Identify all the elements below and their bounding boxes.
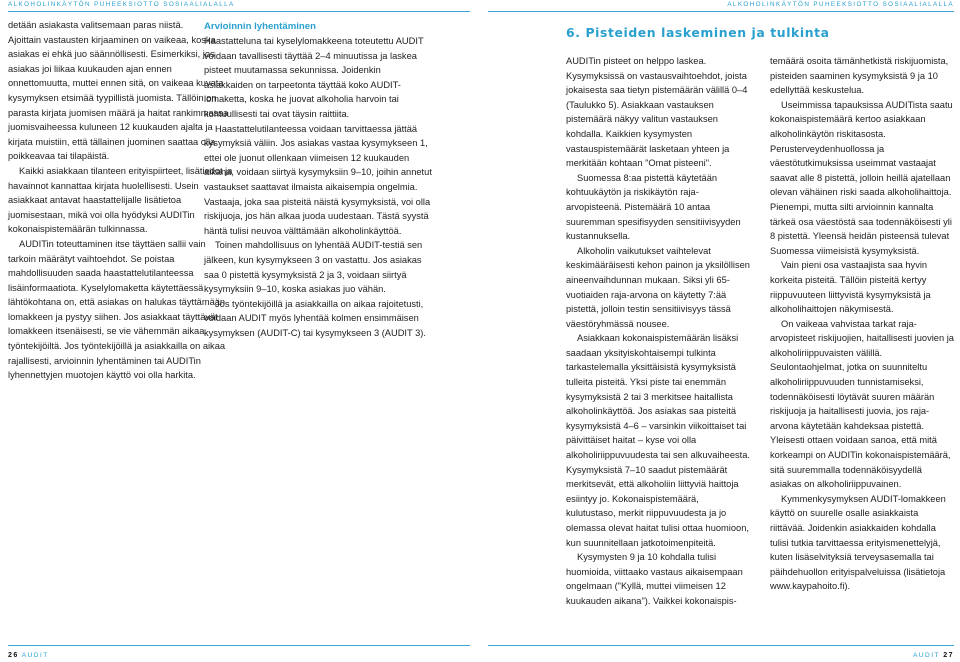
text-column-2	[204, 20, 432, 340]
paragraph: temäärä osoita tämänhetkistä riskijuomista, pisteiden saaminen kysymyksistä 9 ja 10 edellyttää keskustelua.	[770, 56, 949, 96]
paragraph: Kymmenkysymyksen AUDIT-lomakkeen käyttö on suurelle osalle asiakkaista riittävää. Joidenkin asiakkaiden kohdalla tulisi tutkia tarvittaessa erityismenettelyjä, kuten lisäselvityksiä terveysasemalla tai päihdehuollon erityispalveluissa (lisätietoja www.kaypahoito.fi).	[770, 493, 946, 592]
text-column-3	[566, 54, 750, 609]
paragraph: Haastattelutilanteessa voidaan tarvittaessa jättää kysymyksiä väliin. Jos asiakas vastaa kysymykseen 1, ettei ole juonut ollenkaan viimeisen 12 kuukauden aikana, voidaan siirtyä kysymyksiin 9–10, joihin annetut vastaukset saattavat ilmaista aikaisempia ongelmia. Vastaaja, joka saa pisteitä näistä kysymyksistä, voi olla riskijuoja, jos hän alkaa juoda uudestaan. Tästä syystä häntä tulisi neuvoa välttämään alkoholinkäyttöä.	[204, 123, 432, 236]
page-footer	[913, 652, 954, 659]
subheading: Arvioinnin lyhentäminen	[204, 21, 316, 32]
section-title: 6. Pisteiden laskeminen ja tulkinta	[566, 25, 830, 40]
paragraph: Suomessa 8:aa pistettä käytetään kohtuukäytön ja riskikäytön raja-arvopisteenä. Pistemäärä 10 antaa suuremman spesifisyyden sensitiivisyyden kustannuksella.	[566, 172, 741, 242]
text-column-1	[8, 18, 234, 383]
page-number: 26	[8, 652, 19, 659]
paragraph: Kysymysten 9 ja 10 kohdalla tulisi huomioida, viittaako vastaus aikaisempaan ongelmaan ("Kyllä, muttei viimeisen 12 kuukauden aikana"). Vaikkei kokonaispis-	[566, 552, 743, 606]
running-header: ALKOHOLINKÄYTÖN PUHEEKSIOTTO SOSIAALIALALLA	[727, 1, 954, 8]
footer-rule	[8, 645, 470, 646]
header-rule	[8, 11, 470, 12]
header-rule	[488, 11, 954, 12]
paragraph: On vaikeaa vahvistaa tarkat raja-arvopisteet riskijuojien, haitallisesti juovien ja alkoholiriippuvaisten välillä. Seulontaohjelmat, jotka on suunniteltu alkoholiriippuvuuden tunnistamiseksi, todennäköisesti löytävät suuren määrän riskijuoja ja haitallisesti juovia, jos raja-arvona käytetään kahdeksaa pistettä. Yleisesti ottaen voidaan sanoa, että mitä korkeampi on AUDITin kokonaispistemäärä, sitä suuremmalla todennäköisyydellä asiakas on alkoholiriippuvainen.	[770, 318, 954, 490]
paragraph: detään asiakasta valitsemaan paras niistä.	[8, 20, 184, 30]
paragraph: Kaikki asiakkaan tilanteen erityispiirteet, lisätiedot ja havainnot kannattaa kirjata huolellisesti. Usein asiakkaat antavat haastattelijalle lisätietoa juomisestaan, mikä voi olla hyödyksi AUDITin kokonaispistemäärän tulkinnassa.	[8, 165, 233, 235]
paragraph: Haastatteluna tai kyselylomakkeena toteutettu AUDIT voidaan tavallisesti täyttää 2–4 minuutissa ja laskea pisteet muutamassa sekunnissa. Joidenkin asiakkaiden on tarpeetonta täyttää koko AUDIT-lomaketta, koska he juovat alkoholia harvoin tai kohtuullisesti tai ovat täysin raittiita.	[204, 36, 424, 119]
page-footer	[8, 652, 49, 659]
footer-label: AUDIT	[21, 652, 49, 659]
right-page	[480, 0, 960, 662]
paragraph: Toinen mahdollisuus on lyhentää AUDIT-testiä sen jälkeen, kun kysymykseen 3 on vastattu. Jos asiakas saa 0 pistettä kysymyksistä 2 ja 3, voidaan siirtyä kysymyksiin 9–10, koska asiakas juo vähän.	[204, 240, 423, 295]
page-number: 27	[943, 652, 954, 659]
paragraph: Vain pieni osa vastaajista saa hyvin korkeita pisteitä. Tällöin pisteitä kertyy riippuvuuteen liittyvistä kysymyksistä ja alkoholihaittojen näkymisestä.	[770, 260, 931, 315]
paragraph: Ajoittain vastausten kirjaaminen on vaikeaa, koska asiakas ei ehkä juo säännöllisesti. Esimerkiksi, jos asiakas joi liikaa kuukauden ajan ennen onnettomuutta, muttei ennen sitä, on vaikeaa kuvata kysymyksen etsimää tyypillistä juomista. Tällöin on parasta kirjata juomisen määrä ja haitat rankimmassa juomisvaiheessa kuluneen 12 kuukauden ajalta ja kirjata muistiin, että tällainen juominen saattaa olla poikkeavaa tai tilapäistä.	[8, 34, 229, 162]
paragraph: Alkoholin vaikutukset vaihtelevat keskimääräisesti kehon painon ja yksilöllisen aineenvaihdunnan mukaan. Siksi yli 65-vuotiaiden raja-arvona on käytetty 7:ää pistettä, jolloin testin sensitiivisyys tässä väestöryhmässä nousee.	[566, 245, 750, 329]
paragraph: AUDITin pisteet on helppo laskea. Kysymyksissä on vastausvaihtoehdot, joista jokaisesta saa tietyn pistemäärän välillä 0–4 (Taulukko 5). Asiakkaan vastauksen pistemäärä näkyy valitun vastauksen kohdalla. Kaikkien kysymysten vastauspistemäärät lasketaan yhteen ja merkitään kohtaan "Omat pisteeni".	[566, 56, 748, 169]
footer-rule	[488, 645, 954, 646]
running-header: ALKOHOLINKÄYTÖN PUHEEKSIOTTO SOSIAALIALALLA	[8, 1, 235, 8]
paragraph: AUDITin toteuttaminen itse täyttäen sallii vain tarkoin määrätyt vaihtoehdot. Se poistaa mahdollisuuden saada haastattelutilanteessa lisäinformaatiota. Kyselylomaketta käytettäessä lähtökohtana on, että asiakas on halukas täyttämään lomakkeen ja pystyy siihen. Jos asiakkaat täyttävät lomakkeen itsenäisesti, se vie vähemmän aikaa työntekijöiltä. Jos työntekijöillä ja asiakkailla on aikaa rajallisesti, arvioinnin lyhentäminen tai AUDITin lyhennettyjen muotojen käyttö voi olla harkita.	[8, 238, 226, 381]
paragraph: Asiakkaan kokonaispistemäärän lisäksi saadaan yksityiskohtaisempi tulkinta tarkastelemalla yksittäisistä kysymyksistä tulleita pisteitä. Yksi piste tai enemmän kysymyksistä 2 tai 3 merkitsee haitallista alkoholinkäyttöä. Jos asiakas saa pisteitä kysymyksistä 4–6 – varsinkin viikoittaiset tai päivittäiset haitat – kyse voi olla alkoholiriippuvuudesta tai sen alkuvaiheesta. Kysymyksistä 7–10 saadut pistemäärät merkitsevät, että alkoholiin liittyviä haittoja esiintyy jo. Kokonaispistemäärä, kulutustaso, merkit riippuvuudesta ja jo olemassa olevat haitat tulisi ottaa huomioon, kun suunnitellaan jatkotoimenpiteitä.	[566, 333, 750, 548]
text-column-4	[770, 54, 956, 594]
footer-label: AUDIT	[913, 652, 940, 659]
paragraph: Useimmissa tapauksissa AUDITista saatu kokonaispistemäärä kertoo asiakkaan alkoholinkäytön riskitasosta. Perusterveydenhuollossa ja väestötutkimuksissa useimmat vastaajat saavat alle 8 pistettä, jolloin heillä ajatellaan olevan vähäinen riski saada alkoholihaittoja. Pienempi, mutta silti arvioinnin kannalta tärkeä osa väestöstä saa todennäköisesti yli 8 pistettä. Yleensä heidän pisteensä tulevat Suomessa viimeisistä kysymyksistä.	[770, 99, 953, 256]
paragraph: Jos työntekijöillä ja asiakkailla on aikaa rajoitetusti, voidaan AUDIT myös lyhentää kolmen ensimmäisen kysymyksen (AUDIT-C) tai kysymykseen 3 (AUDIT 3).	[204, 298, 426, 338]
